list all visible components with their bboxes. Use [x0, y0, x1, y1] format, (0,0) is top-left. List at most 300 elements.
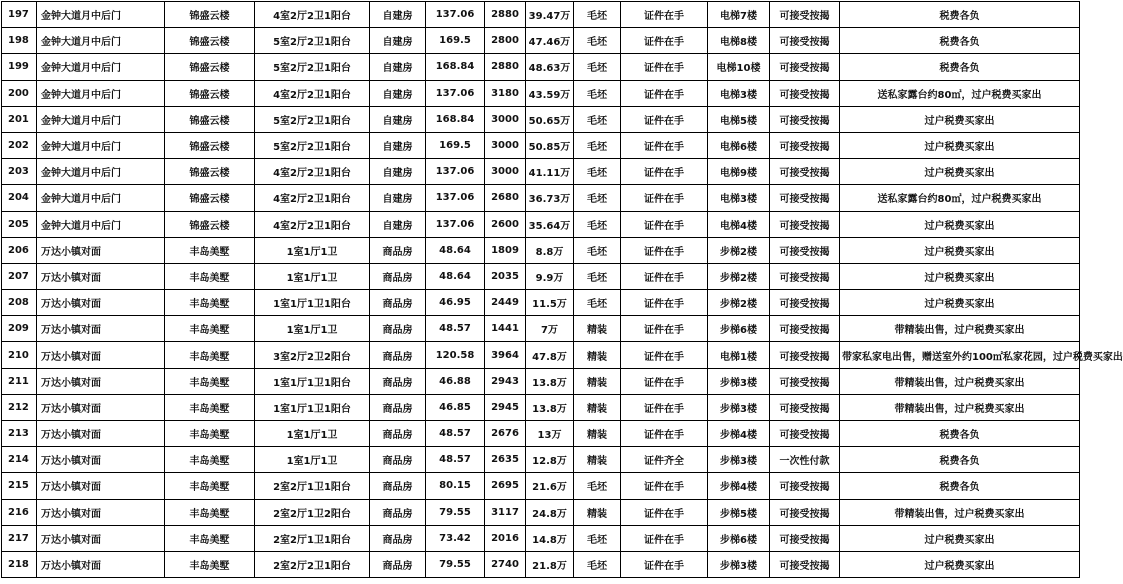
payment-cell: 可接受按揭: [770, 421, 840, 447]
location-cell: 金钟大道月中后门: [37, 54, 165, 80]
community-cell: 锦盛云楼: [165, 159, 255, 185]
layout-cell: 4室2厅2卫1阳台: [255, 211, 370, 237]
row-number-cell: 206: [2, 237, 37, 263]
floor-cell: 步梯3楼: [708, 447, 770, 473]
table-row: [2, 263, 1080, 289]
payment-cell: 可接受按揭: [770, 106, 840, 132]
unit-price-cell: 2880: [485, 54, 526, 80]
location-cell: 万达小镇对面: [37, 342, 165, 368]
payment-cell: 可接受按揭: [770, 237, 840, 263]
floor-cell: 步梯3楼: [708, 394, 770, 420]
decoration-cell: 毛坯: [574, 80, 621, 106]
table-row: [2, 525, 1080, 551]
row-number-cell: 198: [2, 28, 37, 54]
certificate-cell: 证件在手: [621, 106, 708, 132]
floor-cell: 电梯3楼: [708, 185, 770, 211]
table-row: [2, 54, 1080, 80]
area-cell: 79.55: [426, 499, 485, 525]
listing-table: [1, 1, 1123, 578]
community-cell: 丰岛美墅: [165, 499, 255, 525]
community-cell: 丰岛美墅: [165, 342, 255, 368]
table-row: [2, 421, 1080, 447]
row-number-cell: 211: [2, 368, 37, 394]
unit-price-cell: 3000: [485, 106, 526, 132]
row-number-cell: 202: [2, 132, 37, 158]
layout-cell: 5室2厅2卫1阳台: [255, 106, 370, 132]
table-row: [2, 394, 1080, 420]
property-type-cell: 商品房: [370, 473, 426, 499]
location-cell: 万达小镇对面: [37, 237, 165, 263]
remarks-cell: 过户税费买家出: [840, 551, 1080, 577]
total-price-cell: 36.73万: [526, 185, 574, 211]
payment-cell: 可接受按揭: [770, 132, 840, 158]
community-cell: 锦盛云楼: [165, 211, 255, 237]
layout-cell: 4室2厅2卫1阳台: [255, 80, 370, 106]
listing-table-body: [2, 2, 1123, 578]
location-cell: 万达小镇对面: [37, 473, 165, 499]
total-price-cell: 14.8万: [526, 525, 574, 551]
remarks-cell: 税费各负: [840, 473, 1080, 499]
payment-cell: 可接受按揭: [770, 159, 840, 185]
location-cell: 万达小镇对面: [37, 421, 165, 447]
unit-price-cell: 2016: [485, 525, 526, 551]
layout-cell: 2室2厅1卫2阳台: [255, 499, 370, 525]
location-cell: 金钟大道月中后门: [37, 106, 165, 132]
layout-cell: 1室1厅1卫: [255, 316, 370, 342]
property-type-cell: 自建房: [370, 2, 426, 28]
certificate-cell: 证件在手: [621, 54, 708, 80]
location-cell: 金钟大道月中后门: [37, 28, 165, 54]
area-cell: 137.06: [426, 159, 485, 185]
row-number-cell: 200: [2, 80, 37, 106]
community-cell: 丰岛美墅: [165, 394, 255, 420]
table-row: [2, 159, 1080, 185]
certificate-cell: 证件在手: [621, 290, 708, 316]
layout-cell: 2室2厅2卫1阳台: [255, 551, 370, 577]
remarks-cell: 税费各负: [840, 54, 1080, 80]
layout-cell: 2室2厅1卫1阳台: [255, 473, 370, 499]
community-cell: 丰岛美墅: [165, 368, 255, 394]
row-number-cell: 209: [2, 316, 37, 342]
floor-cell: 步梯5楼: [708, 499, 770, 525]
property-type-cell: 自建房: [370, 159, 426, 185]
unit-price-cell: 2600: [485, 211, 526, 237]
community-cell: 丰岛美墅: [165, 447, 255, 473]
row-number-cell: 204: [2, 185, 37, 211]
area-cell: 137.06: [426, 2, 485, 28]
table-row: [2, 499, 1080, 525]
location-cell: 金钟大道月中后门: [37, 2, 165, 28]
payment-cell: 一次性付款: [770, 447, 840, 473]
community-cell: 丰岛美墅: [165, 473, 255, 499]
certificate-cell: 证件在手: [621, 473, 708, 499]
floor-cell: 步梯6楼: [708, 525, 770, 551]
layout-cell: 3室2厅2卫2阳台: [255, 342, 370, 368]
row-number-cell: 214: [2, 447, 37, 473]
location-cell: 万达小镇对面: [37, 368, 165, 394]
payment-cell: 可接受按揭: [770, 290, 840, 316]
payment-cell: 可接受按揭: [770, 368, 840, 394]
unit-price-cell: 1809: [485, 237, 526, 263]
community-cell: 锦盛云楼: [165, 132, 255, 158]
area-cell: 73.42: [426, 525, 485, 551]
table-row: [2, 368, 1080, 394]
row-number-cell: 215: [2, 473, 37, 499]
location-cell: 金钟大道月中后门: [37, 185, 165, 211]
layout-cell: 1室1厅1卫1阳台: [255, 290, 370, 316]
decoration-cell: 毛坯: [574, 263, 621, 289]
remarks-cell: 过户税费买家出: [840, 132, 1080, 158]
floor-cell: 步梯3楼: [708, 551, 770, 577]
decoration-cell: 毛坯: [574, 2, 621, 28]
remarks-cell: 过户税费买家出: [840, 290, 1080, 316]
floor-cell: 步梯4楼: [708, 421, 770, 447]
floor-cell: 步梯4楼: [708, 473, 770, 499]
total-price-cell: 35.64万: [526, 211, 574, 237]
decoration-cell: 精装: [574, 368, 621, 394]
property-type-cell: 自建房: [370, 80, 426, 106]
unit-price-cell: 3117: [485, 499, 526, 525]
property-type-cell: 商品房: [370, 368, 426, 394]
community-cell: 锦盛云楼: [165, 54, 255, 80]
decoration-cell: 毛坯: [574, 525, 621, 551]
payment-cell: 可接受按揭: [770, 499, 840, 525]
community-cell: 丰岛美墅: [165, 237, 255, 263]
location-cell: 万达小镇对面: [37, 394, 165, 420]
decoration-cell: 精装: [574, 342, 621, 368]
certificate-cell: 证件在手: [621, 394, 708, 420]
community-cell: 锦盛云楼: [165, 106, 255, 132]
unit-price-cell: 3000: [485, 132, 526, 158]
total-price-cell: 8.8万: [526, 237, 574, 263]
row-number-cell: 201: [2, 106, 37, 132]
location-cell: 万达小镇对面: [37, 316, 165, 342]
payment-cell: 可接受按揭: [770, 342, 840, 368]
total-price-cell: 13.8万: [526, 368, 574, 394]
remarks-cell: 过户税费买家出: [840, 159, 1080, 185]
layout-cell: 5室2厅2卫1阳台: [255, 54, 370, 80]
decoration-cell: 毛坯: [574, 185, 621, 211]
layout-cell: 1室1厅1卫1阳台: [255, 368, 370, 394]
property-type-cell: 商品房: [370, 342, 426, 368]
location-cell: 万达小镇对面: [37, 290, 165, 316]
unit-price-cell: 3000: [485, 159, 526, 185]
floor-cell: 电梯4楼: [708, 211, 770, 237]
unit-price-cell: 2035: [485, 263, 526, 289]
layout-cell: 5室2厅2卫1阳台: [255, 132, 370, 158]
table-row: [2, 211, 1080, 237]
table-row: [2, 237, 1080, 263]
community-cell: 丰岛美墅: [165, 551, 255, 577]
payment-cell: 可接受按揭: [770, 54, 840, 80]
total-price-cell: 50.65万: [526, 106, 574, 132]
certificate-cell: 证件在手: [621, 499, 708, 525]
decoration-cell: 毛坯: [574, 551, 621, 577]
decoration-cell: 毛坯: [574, 290, 621, 316]
total-price-cell: 9.9万: [526, 263, 574, 289]
total-price-cell: 7万: [526, 316, 574, 342]
floor-cell: 电梯7楼: [708, 2, 770, 28]
row-number-cell: 216: [2, 499, 37, 525]
remarks-cell: 带精装出售，过户税费买家出: [840, 499, 1080, 525]
layout-cell: 5室2厅2卫1阳台: [255, 28, 370, 54]
property-type-cell: 自建房: [370, 185, 426, 211]
total-price-cell: 13.8万: [526, 394, 574, 420]
table-row: [2, 342, 1080, 368]
certificate-cell: 证件在手: [621, 2, 708, 28]
total-price-cell: 50.85万: [526, 132, 574, 158]
total-price-cell: 47.8万: [526, 342, 574, 368]
property-type-cell: 商品房: [370, 551, 426, 577]
property-type-cell: 商品房: [370, 499, 426, 525]
area-cell: 120.58: [426, 342, 485, 368]
unit-price-cell: 2740: [485, 551, 526, 577]
certificate-cell: 证件在手: [621, 263, 708, 289]
table-row: [2, 551, 1080, 577]
row-number-cell: 207: [2, 263, 37, 289]
property-type-cell: 自建房: [370, 106, 426, 132]
unit-price-cell: 2945: [485, 394, 526, 420]
layout-cell: 1室1厅1卫: [255, 421, 370, 447]
location-cell: 万达小镇对面: [37, 551, 165, 577]
payment-cell: 可接受按揭: [770, 80, 840, 106]
community-cell: 锦盛云楼: [165, 28, 255, 54]
area-cell: 169.5: [426, 132, 485, 158]
area-cell: 168.84: [426, 106, 485, 132]
table-row: [2, 473, 1080, 499]
area-cell: 46.95: [426, 290, 485, 316]
certificate-cell: 证件在手: [621, 551, 708, 577]
area-cell: 169.5: [426, 28, 485, 54]
floor-cell: 电梯6楼: [708, 132, 770, 158]
unit-price-cell: 2943: [485, 368, 526, 394]
payment-cell: 可接受按揭: [770, 211, 840, 237]
remarks-cell: 带精装出售，过户税费买家出: [840, 368, 1080, 394]
decoration-cell: 精装: [574, 316, 621, 342]
decoration-cell: 毛坯: [574, 211, 621, 237]
table-row: [2, 316, 1080, 342]
community-cell: 丰岛美墅: [165, 290, 255, 316]
total-price-cell: 13万: [526, 421, 574, 447]
community-cell: 丰岛美墅: [165, 525, 255, 551]
floor-cell: 步梯2楼: [708, 290, 770, 316]
floor-cell: 步梯2楼: [708, 263, 770, 289]
total-price-cell: 11.5万: [526, 290, 574, 316]
location-cell: 万达小镇对面: [37, 525, 165, 551]
remarks-cell: 过户税费买家出: [840, 237, 1080, 263]
row-number-cell: 218: [2, 551, 37, 577]
unit-price-cell: 2449: [485, 290, 526, 316]
area-cell: 48.57: [426, 316, 485, 342]
floor-cell: 步梯2楼: [708, 237, 770, 263]
remarks-cell: 过户税费买家出: [840, 106, 1080, 132]
certificate-cell: 证件在手: [621, 211, 708, 237]
property-type-cell: 商品房: [370, 316, 426, 342]
payment-cell: 可接受按揭: [770, 551, 840, 577]
table-row: [2, 290, 1080, 316]
row-number-cell: 217: [2, 525, 37, 551]
certificate-cell: 证件在手: [621, 368, 708, 394]
remarks-cell: 带家私家电出售，赠送室外约100㎡私家花园，过户税费买家出: [840, 342, 1080, 368]
total-price-cell: 21.6万: [526, 473, 574, 499]
floor-cell: 步梯6楼: [708, 316, 770, 342]
area-cell: 79.55: [426, 551, 485, 577]
decoration-cell: 毛坯: [574, 28, 621, 54]
layout-cell: 4室2厅2卫1阳台: [255, 159, 370, 185]
unit-price-cell: 2635: [485, 447, 526, 473]
payment-cell: 可接受按揭: [770, 473, 840, 499]
area-cell: 137.06: [426, 185, 485, 211]
floor-cell: 电梯1楼: [708, 342, 770, 368]
floor-cell: 电梯8楼: [708, 28, 770, 54]
decoration-cell: 毛坯: [574, 237, 621, 263]
community-cell: 丰岛美墅: [165, 263, 255, 289]
property-type-cell: 商品房: [370, 394, 426, 420]
certificate-cell: 证件在手: [621, 421, 708, 447]
certificate-cell: 证件在手: [621, 342, 708, 368]
property-type-cell: 商品房: [370, 525, 426, 551]
decoration-cell: 毛坯: [574, 132, 621, 158]
row-number-cell: 205: [2, 211, 37, 237]
layout-cell: 2室2厅1卫1阳台: [255, 525, 370, 551]
area-cell: 137.06: [426, 80, 485, 106]
community-cell: 丰岛美墅: [165, 421, 255, 447]
layout-cell: 1室1厅1卫: [255, 263, 370, 289]
remarks-cell: 税费各负: [840, 2, 1080, 28]
layout-cell: 4室2厅2卫1阳台: [255, 185, 370, 211]
certificate-cell: 证件在手: [621, 237, 708, 263]
row-number-cell: 197: [2, 2, 37, 28]
decoration-cell: 精装: [574, 447, 621, 473]
total-price-cell: 48.63万: [526, 54, 574, 80]
remarks-cell: 带精装出售，过户税费买家出: [840, 316, 1080, 342]
certificate-cell: 证件在手: [621, 316, 708, 342]
decoration-cell: 毛坯: [574, 473, 621, 499]
remarks-cell: 过户税费买家出: [840, 525, 1080, 551]
unit-price-cell: 2676: [485, 421, 526, 447]
unit-price-cell: 2800: [485, 28, 526, 54]
remarks-cell: 带精装出售，过户税费买家出: [840, 394, 1080, 420]
location-cell: 金钟大道月中后门: [37, 80, 165, 106]
property-type-cell: 自建房: [370, 211, 426, 237]
location-cell: 万达小镇对面: [37, 447, 165, 473]
unit-price-cell: 1441: [485, 316, 526, 342]
certificate-cell: 证件在手: [621, 132, 708, 158]
area-cell: 48.57: [426, 447, 485, 473]
payment-cell: 可接受按揭: [770, 394, 840, 420]
remarks-cell: 税费各负: [840, 28, 1080, 54]
decoration-cell: 毛坯: [574, 159, 621, 185]
layout-cell: 1室1厅1卫: [255, 447, 370, 473]
floor-cell: 电梯5楼: [708, 106, 770, 132]
property-type-cell: 商品房: [370, 447, 426, 473]
decoration-cell: 毛坯: [574, 106, 621, 132]
area-cell: 168.84: [426, 54, 485, 80]
unit-price-cell: 3964: [485, 342, 526, 368]
row-number-cell: 213: [2, 421, 37, 447]
area-cell: 46.88: [426, 368, 485, 394]
property-type-cell: 商品房: [370, 237, 426, 263]
property-type-cell: 商品房: [370, 263, 426, 289]
floor-cell: 电梯10楼: [708, 54, 770, 80]
total-price-cell: 43.59万: [526, 80, 574, 106]
area-cell: 46.85: [426, 394, 485, 420]
property-type-cell: 商品房: [370, 421, 426, 447]
table-row: [2, 2, 1080, 28]
layout-cell: 4室2厅2卫1阳台: [255, 2, 370, 28]
payment-cell: 可接受按揭: [770, 525, 840, 551]
total-price-cell: 47.46万: [526, 28, 574, 54]
row-number-cell: 199: [2, 54, 37, 80]
layout-cell: 1室1厅1卫1阳台: [255, 394, 370, 420]
floor-cell: 电梯9楼: [708, 159, 770, 185]
property-type-cell: 自建房: [370, 54, 426, 80]
unit-price-cell: 3180: [485, 80, 526, 106]
payment-cell: 可接受按揭: [770, 185, 840, 211]
decoration-cell: 精装: [574, 499, 621, 525]
floor-cell: 步梯3楼: [708, 368, 770, 394]
property-type-cell: 自建房: [370, 28, 426, 54]
property-type-cell: 商品房: [370, 290, 426, 316]
certificate-cell: 证件齐全: [621, 447, 708, 473]
area-cell: 48.64: [426, 263, 485, 289]
total-price-cell: 39.47万: [526, 2, 574, 28]
remarks-cell: 税费各负: [840, 447, 1080, 473]
location-cell: 万达小镇对面: [37, 499, 165, 525]
area-cell: 137.06: [426, 211, 485, 237]
decoration-cell: 精装: [574, 394, 621, 420]
floor-cell: 电梯3楼: [708, 80, 770, 106]
total-price-cell: 41.11万: [526, 159, 574, 185]
payment-cell: 可接受按揭: [770, 316, 840, 342]
unit-price-cell: 2680: [485, 185, 526, 211]
table-row: [2, 28, 1080, 54]
payment-cell: 可接受按揭: [770, 2, 840, 28]
property-type-cell: 自建房: [370, 132, 426, 158]
total-price-cell: 21.8万: [526, 551, 574, 577]
layout-cell: 1室1厅1卫: [255, 237, 370, 263]
remarks-cell: 税费各负: [840, 421, 1080, 447]
community-cell: 丰岛美墅: [165, 316, 255, 342]
unit-price-cell: 2695: [485, 473, 526, 499]
total-price-cell: 12.8万: [526, 447, 574, 473]
remarks-cell: 送私家露台约80㎡，过户税费买家出: [840, 80, 1080, 106]
remarks-cell: 过户税费买家出: [840, 211, 1080, 237]
area-cell: 80.15: [426, 473, 485, 499]
certificate-cell: 证件在手: [621, 80, 708, 106]
certificate-cell: 证件在手: [621, 525, 708, 551]
location-cell: 金钟大道月中后门: [37, 211, 165, 237]
row-number-cell: 203: [2, 159, 37, 185]
remarks-cell: 过户税费买家出: [840, 263, 1080, 289]
unit-price-cell: 2880: [485, 2, 526, 28]
row-number-cell: 208: [2, 290, 37, 316]
remarks-cell: 送私家露台约80㎡，过户税费买家出: [840, 185, 1080, 211]
area-cell: 48.57: [426, 421, 485, 447]
location-cell: 万达小镇对面: [37, 263, 165, 289]
row-number-cell: 212: [2, 394, 37, 420]
total-price-cell: 24.8万: [526, 499, 574, 525]
certificate-cell: 证件在手: [621, 159, 708, 185]
community-cell: 锦盛云楼: [165, 185, 255, 211]
community-cell: 锦盛云楼: [165, 2, 255, 28]
row-number-cell: 210: [2, 342, 37, 368]
certificate-cell: 证件在手: [621, 28, 708, 54]
table-row: [2, 106, 1080, 132]
certificate-cell: 证件在手: [621, 185, 708, 211]
decoration-cell: 精装: [574, 421, 621, 447]
location-cell: 金钟大道月中后门: [37, 132, 165, 158]
